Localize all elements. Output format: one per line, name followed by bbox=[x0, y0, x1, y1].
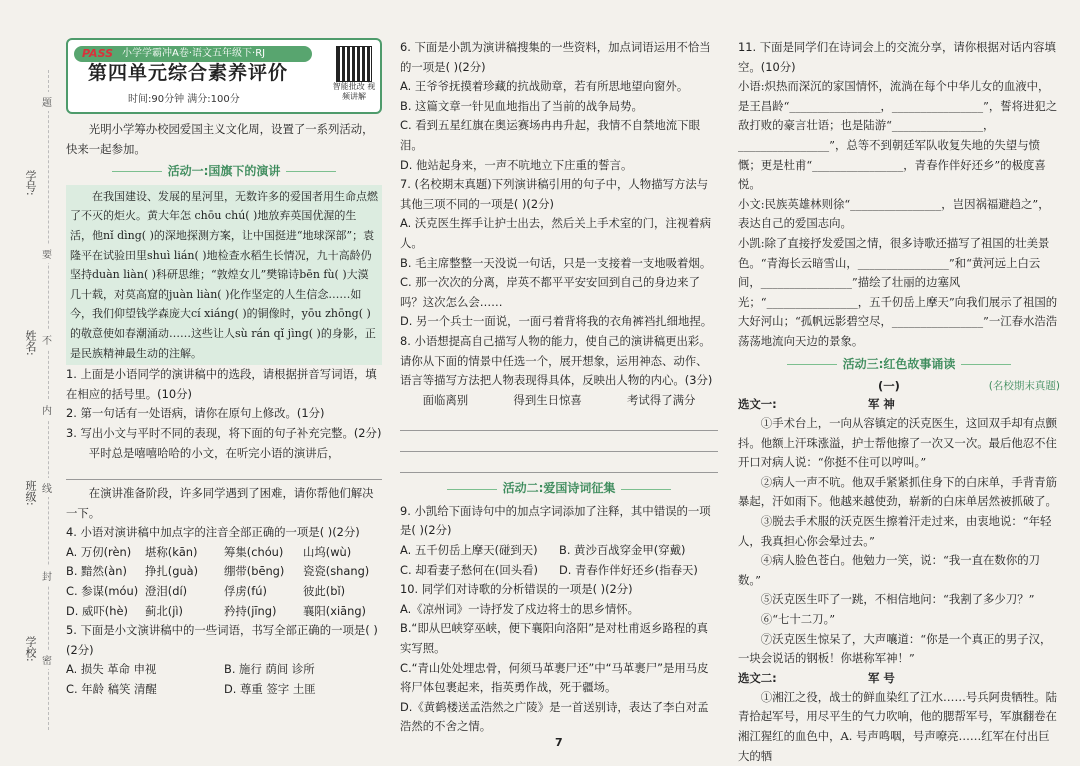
option: 俘虏(fú) bbox=[224, 584, 267, 599]
margin-mark: 密 bbox=[42, 650, 52, 669]
option[interactable]: A. 万仞(rèn) bbox=[66, 544, 132, 559]
answer-line[interactable] bbox=[400, 416, 718, 431]
column-right bbox=[738, 38, 1060, 766]
margin-mark: 要 bbox=[42, 244, 52, 263]
margin-mark: 题 bbox=[42, 92, 52, 111]
dialogue-xiaoyu: 小语:炽热而深沉的家国情怀，流淌在每个中华儿女的血液中，是王昌龄“________________，________________”，誓将进犯之敌打败的豪言壮语；也是陆游“________________，________________”，总等不到朝廷军队收复失地的失望与愤慨；更是杜甫“________________，青春作伴好还乡”的极度喜悦。 bbox=[738, 79, 1058, 192]
scenario[interactable]: 考试得了满分 bbox=[627, 392, 696, 407]
option[interactable]: C. 那一次次的分离，岸英不都平平安安回到自己的身边来了吗？这次怎么会…… bbox=[400, 275, 700, 309]
margin-mark: 线 bbox=[42, 478, 52, 497]
part-number: (一) bbox=[878, 379, 900, 394]
option: 绷带(bēng) bbox=[224, 564, 285, 579]
option[interactable]: B. 黯然(àn) bbox=[66, 564, 127, 579]
option: 蓟北(jì) bbox=[145, 603, 183, 618]
intro-text: 光明小学筹办校园爱国主义文化周，设置了一系列活动，快来一起参加。 bbox=[66, 122, 374, 156]
option[interactable]: A. 王爷爷抚摸着珍藏的抗战勋章，若有所思地望向窗外。 bbox=[400, 79, 689, 94]
option[interactable]: A. 沃克医生挥手让护士出去，然后关上手术室的门，注视着病人。 bbox=[400, 216, 711, 250]
column-left bbox=[66, 38, 382, 700]
question-8: 8. 小语想提高自己描写人物的能力，使自己的演讲稿更出彩。请你从下面的情景中任选一个，展开想象，运用神态、动作、语言等描写方法把人物表现得具体，反映出人物的内心。(3分) bbox=[400, 333, 713, 388]
option: 筹集(chóu) bbox=[224, 544, 284, 559]
scenario-options bbox=[400, 391, 718, 411]
dialogue-xiaokai: 小凯:除了直接抒发爱国之情，很多诗歌还描写了祖国的壮美景色。“青海长云暗雪山，________________”和“黄河远上白云间，________________”描绘了壮丽的边塞风光；“________________，五千仞岳上摩天”向我们展示了祖国的大好河山；“孤帆远影碧空尽，________________”一江春水浩浩荡荡地流向天边的景象。 bbox=[738, 235, 1058, 348]
exam-meta: 时间:90分钟 满分:100分 bbox=[128, 94, 240, 105]
student-id-label: 学号: bbox=[24, 170, 37, 196]
option[interactable]: A.《凉州词》一诗抒发了戍边将士的思乡情怀。 bbox=[400, 601, 640, 616]
question-7: 7. (名校期末真题)下列演讲稿引用的句子中，人物描写方法与其他三项不同的一项是( )(2分) bbox=[400, 177, 709, 211]
option[interactable]: D. 他站起身来，一声不吭地立下庄重的誓言。 bbox=[400, 157, 633, 172]
option[interactable]: B.“即从巴峡穿巫峡，便下襄阳向洛阳”是对杜甫返乡路程的真实写照。 bbox=[400, 621, 709, 656]
option: 澄泪(dí) bbox=[145, 584, 188, 599]
name-label: 姓名: bbox=[24, 330, 37, 356]
scenario[interactable]: 面临离别 bbox=[422, 392, 469, 407]
option[interactable]: B. 毛主席整整一天没说一句话，只是一支接着一支地吸着烟。 bbox=[400, 255, 712, 270]
option[interactable]: A. 损失 革命 申视 bbox=[66, 662, 157, 677]
question-4: 4. 小语对演讲稿中加点字的注音全部正确的一项是( )(2分) bbox=[66, 525, 360, 540]
margin-mark: 封 bbox=[42, 566, 52, 585]
binding-margin bbox=[0, 0, 60, 754]
school-label: 学校: bbox=[24, 636, 37, 662]
option[interactable]: B. 这篇文章一针见血地指出了当前的战争局势。 bbox=[400, 98, 643, 113]
section-title: 活动一:国旗下的演讲 bbox=[66, 162, 382, 182]
passage-paragraph: ①湘江之役，战士的鲜血染红了江水……号兵阿贵牺牲。陆青拾起军号，用尽平生的气力吹响，他的腮帮军号，军旗翻卷在湘江猩红的血色中，A. 号声鸣咽，号声嘹亮……红军在付出巨大的牺 bbox=[738, 689, 1057, 763]
option[interactable]: D. 威吓(hè) bbox=[66, 603, 128, 618]
option[interactable]: D. 另一个兵士一面说，一面弓着背将我的衣角裤裆扎细地捏。 bbox=[400, 314, 713, 329]
option[interactable]: B. 黄沙百战穿金甲(穿戴) bbox=[559, 543, 686, 558]
reading-passage: 在我国建设、发展的星河里，无数许多的爱国者用生命点燃了不灭的炬火。黄大年怎 chōu chú( )地放弃英国优渥的生活，他nǐ dìng( )的深地探测方案，让中国挺进“地球深部”；袁隆平在试验田里shuì lián( )地检查水稻生长情况，九十高龄仍坚持duàn liàn( )科研思维；“敦煌女儿”樊锦诗bēn fù( )大漠几十载，对莫高窟的juàn liàn( )化作坚定的人生信念……如今，我们仰望钱学森庞大cí xiáng( )的铜像时，yōu zhōng( )的敬意使如春潮涌动……这些让人sù rán qǐ jìng( )的身影，正是民族精神最生动的注解。 bbox=[66, 185, 382, 365]
selection-title: 军 神 bbox=[868, 397, 895, 412]
option: 襄阳(xiāng) bbox=[303, 603, 367, 618]
section-title: 活动二:爱国诗词征集 bbox=[400, 479, 718, 499]
question-4-options bbox=[66, 543, 382, 621]
selection-1-header bbox=[738, 395, 1060, 414]
passage-paragraph: ②病人一声不吭。他双手紧紧抓住身下的白床单，手背青筋暴起，汗如雨下。他越来越使劲，崭新的白床单居然被抓破了。 bbox=[738, 474, 1057, 509]
section-title: 活动三:红色故事诵读 bbox=[738, 355, 1060, 375]
option: 瓷瓷(shang) bbox=[303, 564, 370, 579]
question-2: 2. 第一句话有一处语病，请你在原句上修改。(1分) bbox=[66, 406, 325, 421]
option[interactable]: D.《黄鹤楼送孟浩然之广陵》是一首送别诗，表达了李白对孟浩然的不舍之情。 bbox=[400, 699, 709, 734]
option[interactable]: C. 却看妻子愁何在(回头看) bbox=[400, 562, 538, 577]
reading-part-header bbox=[738, 377, 1060, 395]
question-3: 3. 写出小文与平时不同的表现，将下面的句子补充完整。(2分) bbox=[66, 425, 382, 440]
passage-paragraph: ①手术台上，一向从容镇定的沃克医生，这回双手却有点颤抖。他额上汗珠涨溢，护士帮他擦了一次又一次。最后他忍不住开口对病人说：“你挺不住可以哼叫。” bbox=[738, 416, 1057, 470]
question-9-options bbox=[400, 541, 718, 580]
selection-title: 军 号 bbox=[868, 670, 895, 685]
option[interactable]: D. 尊重 签字 土匪 bbox=[224, 682, 316, 697]
qr-code-icon bbox=[336, 46, 372, 82]
question-9: 9. 小凯给下面诗句中的加点字词添加了注释，其中错误的一项是( )(2分) bbox=[400, 503, 711, 538]
selection-label: 选文二: bbox=[738, 670, 777, 685]
class-label: 班级: bbox=[24, 480, 37, 506]
margin-mark: 内 bbox=[42, 400, 52, 419]
option[interactable]: A. 五千仞岳上摩天(碰到天) bbox=[400, 543, 538, 558]
exam-header bbox=[66, 38, 382, 114]
passage-paragraph: ⑤沃克医生吓了一跳，不相信地问：“我割了多少刀？” bbox=[760, 592, 1035, 607]
option[interactable]: C. 看到五星红旗在奥运赛场冉冉升起，我情不自禁地流下眼泪。 bbox=[400, 118, 700, 152]
passage-paragraph: ④病人脸色苍白。他勉力一笑，说：“我一直在数你的刀数。” bbox=[738, 553, 1040, 587]
question-5: 5. 下面是小文演讲稿中的一些词语，书写全部正确的一项是( )(2分) bbox=[66, 623, 378, 657]
question-11: 11. 下面是同学们在诗词会上的交流分享，请你根据对话内容填空。(10分) bbox=[738, 40, 1056, 74]
scenario[interactable]: 得到生日惊喜 bbox=[513, 392, 582, 407]
option: 挣扎(guà) bbox=[145, 564, 199, 579]
option: 矜持(jīng) bbox=[224, 603, 277, 618]
question-10: 10. 同学们对诗歌的分析错误的一项是( )(2分) bbox=[400, 582, 633, 597]
series-bar bbox=[74, 46, 312, 62]
page-number: 7 bbox=[555, 736, 563, 749]
source-tag: (名校期末真题) bbox=[988, 380, 1060, 393]
answer-line[interactable] bbox=[400, 437, 718, 452]
passage-paragraph: ③脱去手术服的沃克医生擦着汗走过来，由衷地说：“年轻人，我真担心你会晕过去。” bbox=[738, 514, 1052, 548]
option[interactable]: C. 参谋(móu) bbox=[66, 584, 139, 599]
brand-logo: PASS bbox=[82, 47, 114, 60]
option[interactable]: C.“青山处处埋忠骨，何须马革裹尸还”中“马革裹尸”是用马皮将尸体包裹起来，指英勇作战，死于疆场。 bbox=[400, 660, 709, 695]
question-1: 1. 上面是小语同学的演讲稿中的选段，请根据拼音写词语，填在相应的括号里。(10分) bbox=[66, 367, 377, 401]
question-5-options bbox=[66, 660, 382, 699]
answer-line[interactable] bbox=[66, 465, 382, 480]
series-title: 小学学霸冲A卷·语文五年级下·RJ bbox=[122, 48, 266, 59]
passage-paragraph: ⑦沃克医生惊呆了，大声嚷道：“你是一个真正的男子汉，一块会说话的钢板！你堪称军神！” bbox=[738, 631, 1052, 666]
option[interactable]: C. 年龄 稿笑 清醒 bbox=[66, 682, 157, 697]
passage-paragraph: ⑥“七十二刀。” bbox=[760, 612, 836, 627]
option[interactable]: B. 施行 荫间 诊所 bbox=[224, 662, 315, 677]
option[interactable]: D. 青春作伴好还乡(指春天) bbox=[559, 562, 698, 577]
question-3-sentence: 平时总是嘻嘻哈哈的小文，在听完小语的演讲后， bbox=[88, 445, 340, 460]
exam-title: 第四单元综合素养评价 bbox=[88, 62, 289, 84]
dialogue-xiaowen: 小文:民族英雄林则徐“________________，岂因祸福避趋之”，表达自己的爱国志向。 bbox=[738, 196, 1050, 231]
question-6: 6. 下面是小凯为演讲稿搜集的一些资料，加点词语运用不恰当的一项是( )(2分) bbox=[400, 40, 711, 74]
column-middle bbox=[400, 38, 718, 737]
option: 堪称(kān) bbox=[145, 544, 198, 559]
selection-2-header bbox=[738, 669, 1060, 688]
selection-label: 选文一: bbox=[738, 397, 777, 412]
margin-mark: 不 bbox=[42, 330, 52, 349]
option: 山坞(wù) bbox=[303, 544, 352, 559]
option: 彼此(bǐ) bbox=[303, 584, 346, 599]
qr-caption: 智能批改 视频讲解 bbox=[332, 82, 376, 101]
section-lead: 在演讲准备阶段，许多同学遇到了困难，请你帮他们解决一下。 bbox=[66, 486, 374, 520]
answer-line[interactable] bbox=[400, 458, 718, 473]
